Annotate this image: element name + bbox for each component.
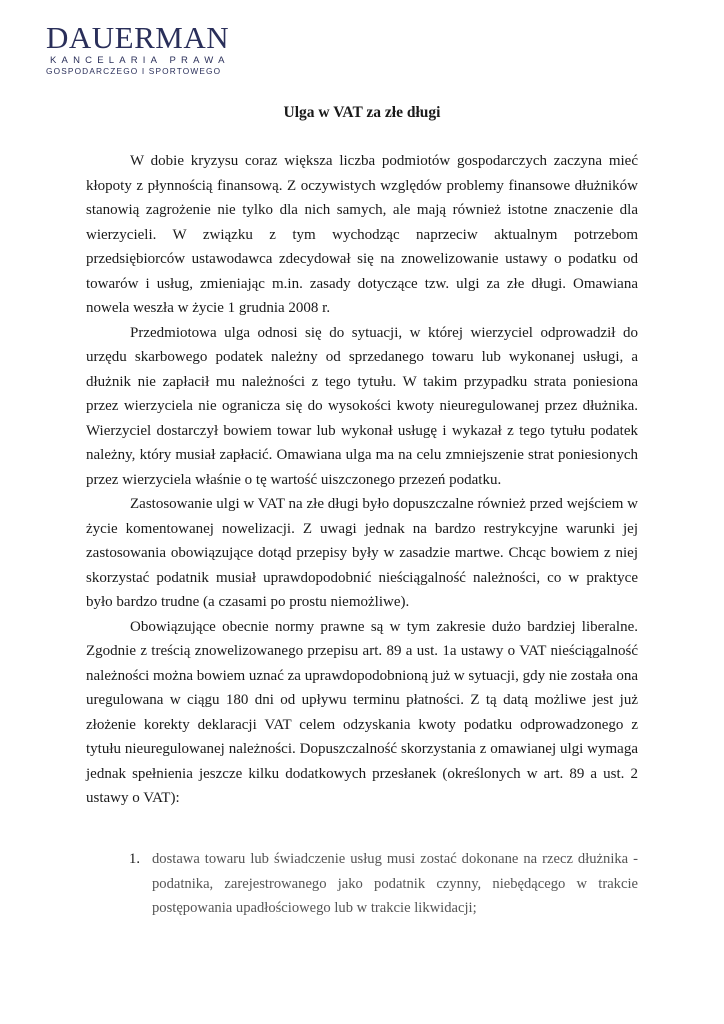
list-item-number: 1.	[129, 851, 140, 867]
paragraph: Obowiązujące obecnie normy prawne są w tym zakresie dużo bardziej liberalne. Zgodnie z treścią znowelizowanego przepisu art. 89 a ust. 1a ustawy o VAT nieściągalność należności można bowiem uznać za uprawdopodobnioną już w sytuacji, gdy nie została ona uregulowana w ciągu 180 dni od upływu terminu płatności. Z tą datą możliwe jest już złożenie korekty deklaracji VAT celem odzyskania kwoty podatku odprowadzonego z tytułu nieuregulowanej należności. Dopuszczalność skorzystania z omawianej ulgi wymaga jednak spełnienia jeszcze kilku dodatkowych przesłanek (określonych w art. 89 a ust. 2 ustawy o VAT):	[86, 618, 638, 806]
list-item-text: dostawa towaru lub świadczenie usług musi zostać dokonane na rzecz dłużnika - podatnika, zarejestrowanego jako podatnik czynny, niebędącego w trakcie postępowania upadłościowego lub w trakcie likwidacji;	[152, 851, 638, 916]
document-body	[86, 149, 638, 811]
document-title: Ulga w VAT za złe długi	[283, 104, 441, 121]
requirements-list	[86, 847, 638, 921]
company-logo	[46, 22, 236, 76]
logo-subtitle-line2: GOSPODARCZEGO I SPORTOWEGO	[46, 66, 222, 76]
logo-subtitle-line1: KANCELARIA PRAWA	[50, 55, 230, 66]
logo-name: DAUERMAN	[46, 20, 230, 55]
paragraph: W dobie kryzysu coraz większa liczba podmiotów gospodarczych zaczyna mieć kłopoty z płynnością finansową. Z oczywistych względów problemy finansowe dłużników stanowią zagrożenie nie tylko dla nich samych, ale mają również istotne znaczenie dla wierzycieli. W związku z tym wychodząc naprzeciw aktualnym potrzebom przedsiębiorców ustawodawca zdecydował się na znowelizowanie ustawy o podatku od towarów i usług, zmieniając m.in. zasady dotyczące tzw. ulgi za złe długi. Omawiana nowela weszła w życie 1 grudnia 2008 r.	[86, 153, 638, 316]
paragraph: Zastosowanie ulgi w VAT na złe długi było dopuszczalne również przed wejściem w życie komentowanej nowelizacji. Z uwagi jednak na bardzo restrykcyjne warunki jej zastosowania obowiązujące dotąd przepisy były w zasadzie martwe. Chcąc bowiem z niej skorzystać podatnik musiał uprawdopodobnić nieściągalność należności, co w praktyce było bardzo trudne (a czasami po prostu niemożliwe).	[86, 496, 638, 610]
list-item	[86, 847, 638, 921]
paragraph: Przedmiotowa ulga odnosi się do sytuacji, w której wierzyciel odprowadził do urzędu skarbowego podatek należny od sprzedanego towaru lub wykonanej usługi, a dłużnik nie zapłacił mu należności z tego tytułu. W takim przypadku strata poniesiona przez wierzyciela nie ogranicza się do wysokości kwoty nieuregulowanej przez dłużnika. Wierzyciel dostarczył bowiem towar lub wykonał usługę i wykazał z tego tytułu podatek należny, który musiał zapłacić. Omawiana ulga ma na celu zmniejszenie strat poniesionych przez wierzyciela właśnie o tę wartość uiszczonego przezeń podatku.	[86, 324, 638, 488]
